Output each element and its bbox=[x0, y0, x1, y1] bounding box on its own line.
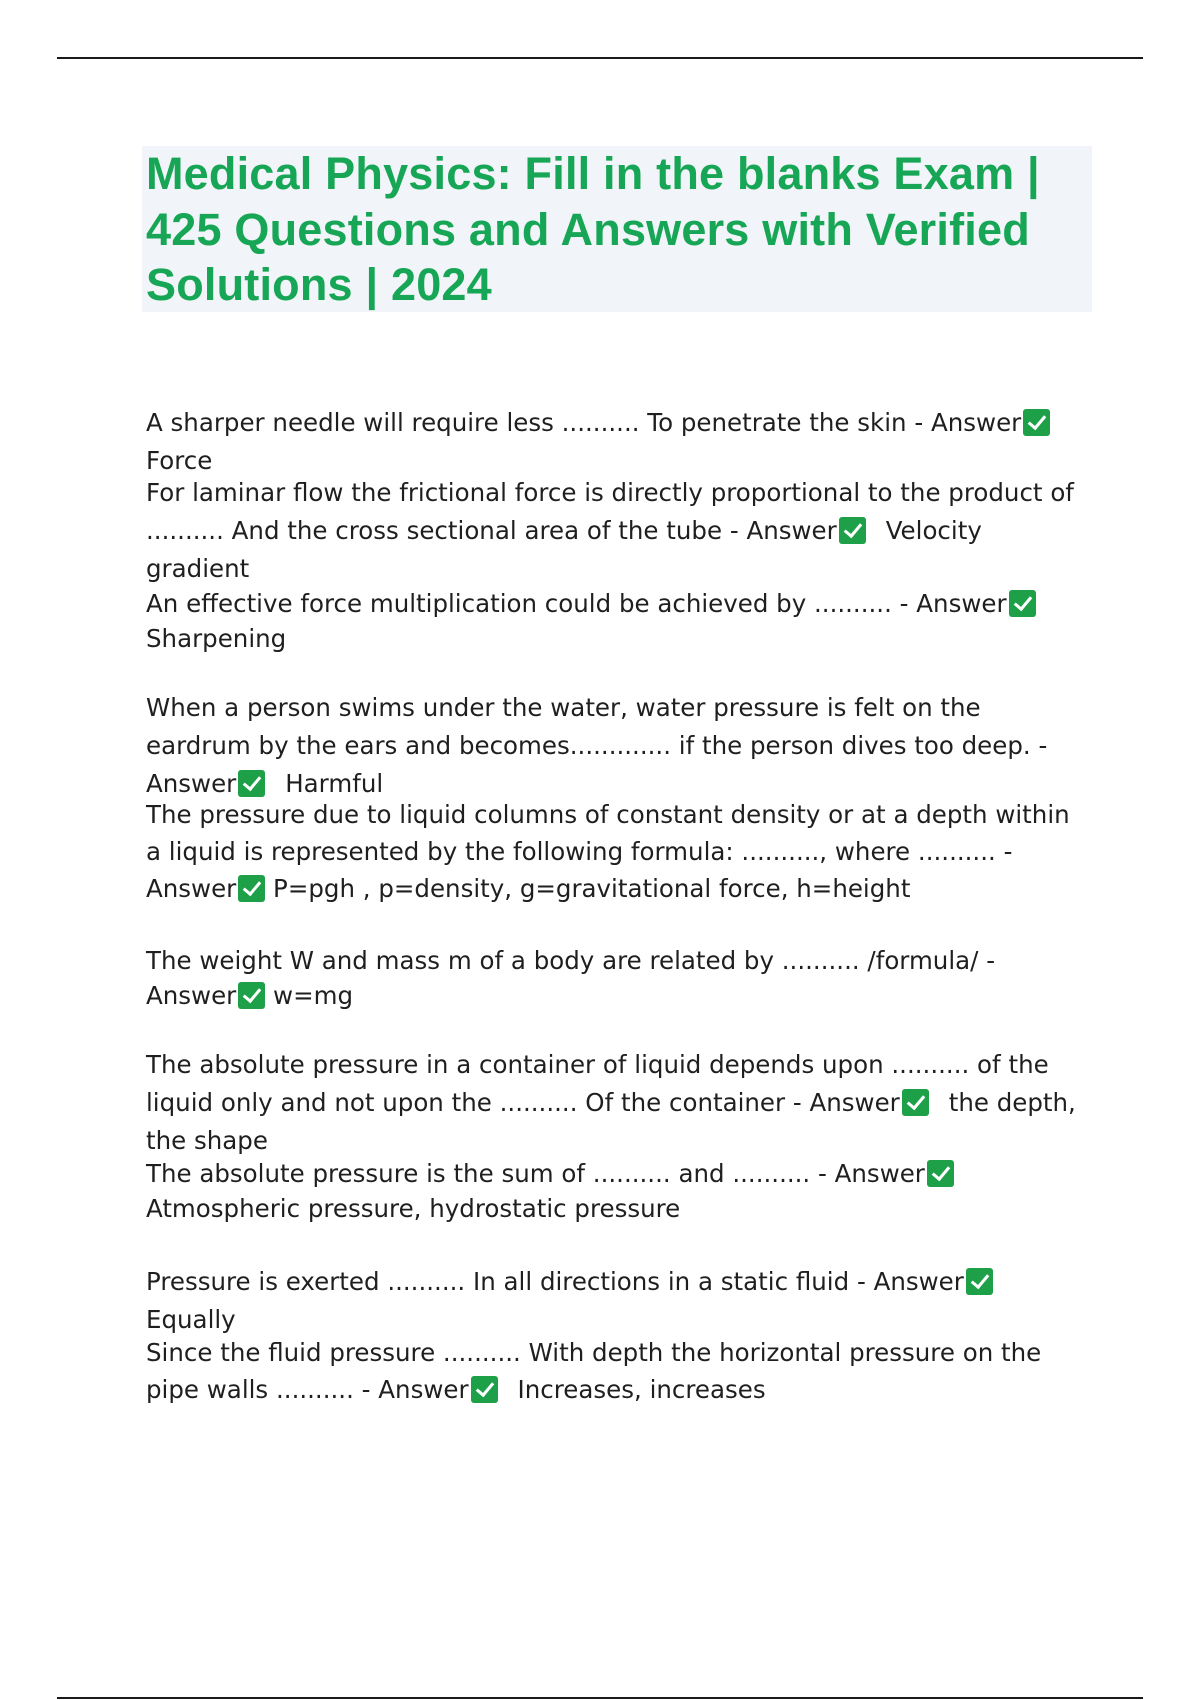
question-text: A sharper needle will require less .......... To penetrate the skin - bbox=[146, 408, 931, 437]
top-rule bbox=[57, 57, 1143, 59]
checkmark-icon bbox=[471, 1376, 498, 1403]
answer-label: Answer bbox=[146, 981, 237, 1010]
answer-label: Answer bbox=[834, 1159, 925, 1188]
checkmark-icon bbox=[1023, 409, 1050, 436]
checkmark-icon bbox=[902, 1089, 929, 1116]
answer-label: Answer bbox=[746, 516, 837, 545]
answer-text: Atmospheric pressure, hydrostatic pressure bbox=[146, 1194, 681, 1223]
qa-item bbox=[146, 586, 1091, 656]
checkmark-icon bbox=[238, 875, 265, 902]
checkmark-icon bbox=[839, 517, 866, 544]
answer-label: Answer bbox=[378, 1375, 469, 1404]
answer-label: Answer bbox=[930, 408, 1022, 437]
question-text: The absolute pressure is the sum of .......... and .......... - bbox=[146, 1159, 835, 1188]
answer-text: Equally bbox=[146, 1305, 236, 1334]
answer-text: the depth, the shape bbox=[146, 1088, 1076, 1155]
answer-label: Answer bbox=[873, 1267, 964, 1296]
qa-item bbox=[146, 1334, 1091, 1408]
qa-item bbox=[146, 404, 1091, 480]
question-text: When a person swims under the water, water pressure is felt on the eardrum by the ears and becomes............. if the person dives too deep. - bbox=[146, 693, 1048, 760]
answer-label: Answer bbox=[146, 874, 237, 903]
qa-item bbox=[146, 1263, 1091, 1339]
checkmark-icon bbox=[1009, 590, 1036, 617]
answer-label: Answer bbox=[146, 769, 237, 798]
question-text: The pressure due to liquid columns of constant density or at a depth within a liquid is represented by the following formula: .........., where .......... - bbox=[146, 800, 1070, 866]
bottom-rule bbox=[57, 1697, 1143, 1699]
question-text: The absolute pressure in a container of liquid depends upon .......... of the liquid only and not upon the .......... Of the container - bbox=[146, 1050, 1049, 1117]
checkmark-icon bbox=[238, 770, 265, 797]
document-title: Medical Physics: Fill in the blanks Exam | 425 Questions and Answers with Verified Solutions | 2024 bbox=[146, 148, 1040, 310]
question-text: An effective force multiplication could be achieved by .......... - bbox=[146, 589, 917, 618]
checkmark-icon bbox=[238, 982, 265, 1009]
qa-item bbox=[146, 943, 1091, 1013]
checkmark-icon bbox=[927, 1160, 954, 1187]
question-text: For laminar flow the frictional force is directly proportional to the product of .......... And the cross sectional area of the tube - bbox=[146, 478, 1074, 545]
question-text: The weight W and mass m of a body are related by .......... /formula/ - bbox=[146, 946, 996, 975]
qa-item bbox=[146, 796, 1091, 907]
answer-text: Sharpening bbox=[146, 624, 287, 653]
answer-text: w=mg bbox=[273, 981, 354, 1010]
answer-text: Velocity gradient bbox=[146, 516, 982, 583]
question-text: Since the fluid pressure .......... With depth the horizontal pressure on the pipe walls .......... - bbox=[146, 1338, 1042, 1404]
qa-item bbox=[146, 1156, 1091, 1226]
answer-text: Force bbox=[146, 446, 213, 475]
question-text: Pressure is exerted .......... In all directions in a static fluid - bbox=[146, 1267, 874, 1296]
checkmark-icon bbox=[966, 1268, 993, 1295]
qa-item bbox=[146, 474, 1091, 588]
qa-item bbox=[146, 689, 1091, 803]
answer-label: Answer bbox=[916, 589, 1007, 618]
answer-text: Harmful bbox=[285, 769, 384, 798]
answer-text: P=pgh , p=density, g=gravitational force, h=height bbox=[273, 874, 911, 903]
answer-label: Answer bbox=[809, 1088, 900, 1117]
qa-item bbox=[146, 1046, 1091, 1160]
answer-text: Increases, increases bbox=[517, 1375, 766, 1404]
